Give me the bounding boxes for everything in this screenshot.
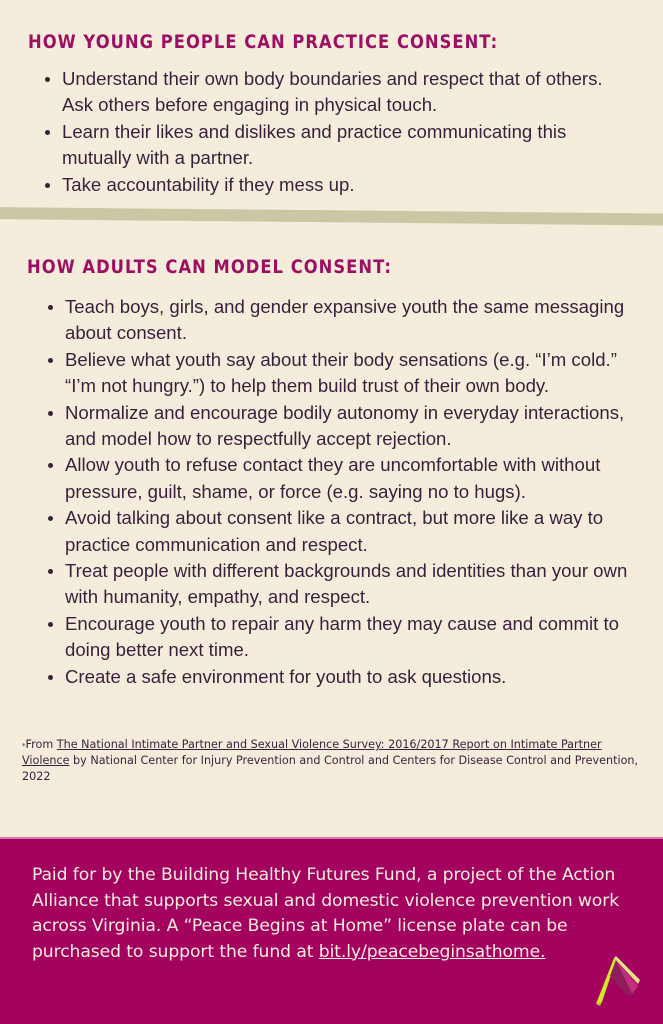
adults-list: [45, 294, 645, 690]
footer-text: Paid for by the Building Healthy Futures Fund, a project of the Action Alliance that supports sexual and domestic violence prevention work across Virginia. A “Peace Begins at Home” license plate can be purchased to support the fund at: [32, 865, 620, 962]
list-item: Avoid talking about consent like a contract, but more like a way to practice communication and respect.: [45, 505, 645, 558]
footer-disclaimer: [32, 863, 642, 965]
section-heading-young-people: HOW YOUNG PEOPLE CAN PRACTICE CONSENT:: [28, 31, 499, 53]
list-item: Learn their likes and dislikes and practice communicating this mutually with a partner.: [42, 119, 622, 172]
list-item: Teach boys, girls, and gender expansive youth the same messaging about consent.: [45, 294, 645, 347]
action-alliance-logo-icon: [588, 950, 648, 1012]
list-item: Normalize and encourage bodily autonomy in everyday interactions, and model how to respectfully accept rejection.: [45, 400, 645, 453]
young-people-list: [42, 66, 622, 198]
source-footnote: [22, 737, 652, 785]
list-item: Encourage youth to repair any harm they may cause and commit to doing better next time.: [45, 611, 645, 664]
footnote-suffix: by National Center for Injury Prevention and Control and Centers for Disease Control and Prevention, 2022: [22, 754, 639, 783]
list-item: Believe what youth say about their body sensations (e.g. “I’m cold.” “I’m not hungry.”) to help them build trust of their own body.: [45, 347, 645, 400]
section-divider: [0, 207, 663, 226]
list-item: Allow youth to refuse contact they are uncomfortable with without pressure, guilt, shame, or force (e.g. saying no to hugs).: [45, 452, 645, 505]
footnote-prefix: From: [25, 738, 57, 751]
list-item: Take accountability if they mess up.: [42, 172, 622, 198]
section-heading-adults: HOW ADULTS CAN MODEL CONSENT:: [27, 256, 392, 278]
footnote-marker: *: [22, 742, 26, 750]
list-item: Understand their own body boundaries and respect that of others. Ask others before engaging in physical touch.: [42, 66, 622, 119]
citation-link[interactable]: The National Intimate Partner and Sexual Violence Survey: 2016/2017 Report on Intimate Partner Violence: [22, 738, 602, 767]
footer-banner: [0, 837, 663, 1024]
list-item: Treat people with different backgrounds and identities than your own with humanity, empathy, and respect.: [45, 558, 645, 611]
fund-link[interactable]: bit.ly/peacebeginsathome.: [318, 941, 546, 962]
list-item: Create a safe environment for youth to ask questions.: [45, 664, 645, 690]
